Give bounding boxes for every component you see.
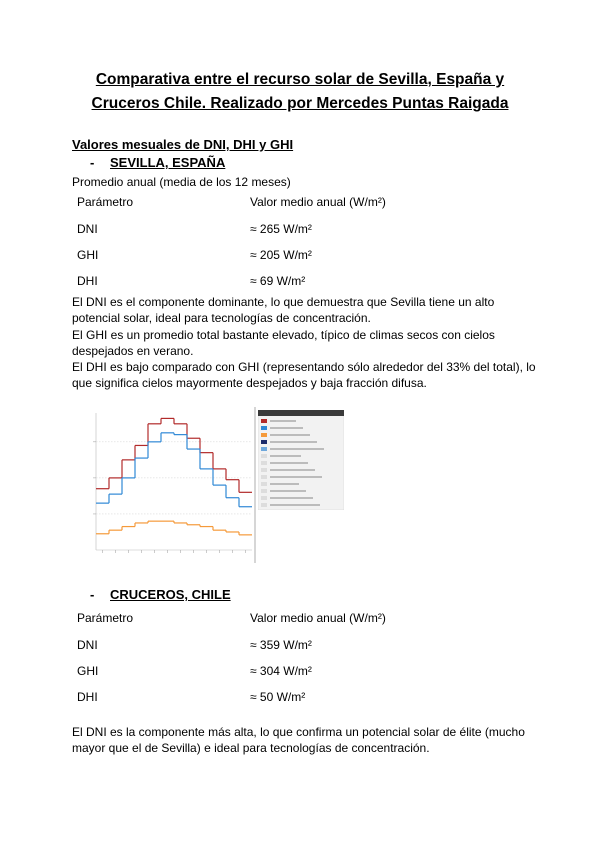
legend-swatch [261,454,267,458]
legend-swatch [261,433,267,437]
legend-text-line [270,497,313,499]
legend-header [258,410,344,416]
chart-legend [258,410,344,510]
document-title [60,68,540,116]
table-cell-param: GHI [77,248,99,262]
legend-swatch [261,503,267,507]
bullet-dash: - [90,587,95,602]
legend-text-line [270,434,310,436]
legend-text-line [270,504,320,506]
legend-text-line [270,476,322,478]
table-cell-value: ≈ 304 W/m² [250,664,312,678]
legend-text-line [270,469,315,471]
legend-swatch [261,489,267,493]
table-cell-value: ≈ 50 W/m² [250,690,306,704]
legend-panel [258,410,344,510]
table-cell-param: DHI [77,274,98,288]
table-cell-value: ≈ 205 W/m² [250,248,312,262]
table-cell-value: ≈ 69 W/m² [250,274,306,288]
legend-text-line [270,441,317,443]
paragraph: El GHI es un promedio total bastante elevado, típico de climas secos con cielos despejados en verano. [72,327,495,358]
table-cell-param: DNI [77,222,98,236]
sevilla-caption: Promedio anual (media de los 12 meses) [72,175,291,189]
title-line-1: Comparativa entre el recurso solar de Sevilla, España y [95,71,505,88]
chart-background [72,405,262,565]
sevilla-analysis [72,294,542,392]
legend-swatch [261,475,267,479]
legend-swatch [261,447,267,451]
legend-text-line [270,420,296,422]
title-line-2: Cruceros Chile. Realizado por Mercedes Puntas Raigada [91,95,509,112]
legend-text-line [270,483,299,485]
section-heading: Valores mesuales de DNI, DHI y GHI [72,137,294,152]
table-header-param: Parámetro [77,195,134,209]
table-cell-param: DNI [77,638,98,652]
legend-swatch [261,440,267,444]
legend-swatch [261,461,267,465]
legend-swatch [261,496,267,500]
table-cell-value: ≈ 265 W/m² [250,222,312,236]
legend-swatch [261,426,267,430]
legend-swatch [261,419,267,423]
legend-text-line [270,462,308,464]
paragraph: El DNI es la componente más alta, lo que confirma un potencial solar de élite (mucho mayor que el de Sevilla) e ideal para tecnologías de concentración. [72,725,525,756]
bullet-sevilla-label: SEVILLA, ESPAÑA [110,155,226,170]
table-cell-param: DHI [77,690,98,704]
legend-text-line [270,427,303,429]
cruceros-analysis [72,724,542,757]
table-cell-value: ≈ 359 W/m² [250,638,312,652]
legend-swatch [261,468,267,472]
legend-text-line [270,490,306,492]
table-header-value: Valor medio anual (W/m²) [250,195,386,209]
bullet-sevilla [90,155,225,170]
legend-text-line [270,448,324,450]
bullet-dash: - [90,155,95,170]
monthly-irradiance-chart [72,405,262,565]
legend-swatch [261,482,267,486]
table-header-param: Parámetro [77,611,134,625]
paragraph: El DNI es el componente dominante, lo que demuestra que Sevilla tiene un alto potencial solar, ideal para tecnologías de concentración. [72,295,495,326]
table-header-value: Valor medio anual (W/m²) [250,611,386,625]
table-cell-param: GHI [77,664,99,678]
bullet-cruceros-label: CRUCEROS, CHILE [110,587,231,602]
legend-text-line [270,455,301,457]
bullet-cruceros [90,587,231,602]
paragraph: El DHI es bajo comparado con GHI (representando sólo alrededor del 33% del total), lo que significa cielos mayormente despejados y baja fracción difusa. [72,360,536,391]
